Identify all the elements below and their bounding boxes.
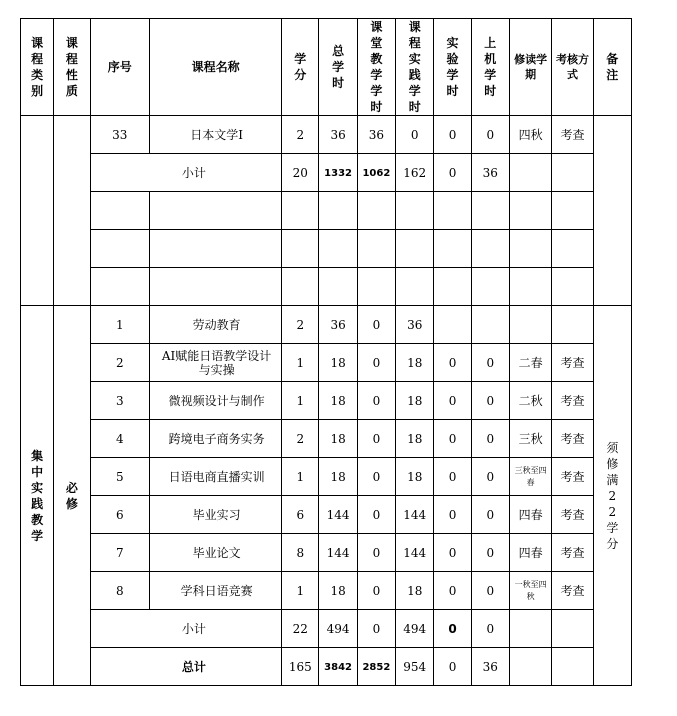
subtotal-practice: 494 [396,610,434,648]
row-semester: 四春 [509,534,551,572]
table-row [21,306,632,344]
row-credits: 2 [282,116,319,154]
row-course-name: 日本文学Ⅰ [150,116,282,154]
row-assessment: 考查 [552,382,593,420]
header-category: 课程类别 [21,19,54,116]
section2-remarks-cell [593,306,631,686]
row-seq: 8 [90,572,149,610]
subtotal-semester [509,154,551,192]
row-course-name: 劳动教育 [150,306,282,344]
header-nature: 课程性质 [54,19,90,116]
row-practice: 18 [396,420,434,458]
row-credits: 8 [282,534,319,572]
subtotal-computer: 0 [471,610,509,648]
row-semester: 四春 [509,496,551,534]
header-name: 课程名称 [150,19,282,116]
table-row [21,420,632,458]
subtotal-computer: 36 [471,154,509,192]
row-class: 0 [357,306,395,344]
header-row [21,19,632,116]
row-lab: 0 [434,382,471,420]
row-credits: 2 [282,420,319,458]
header-credits: 学分 [282,19,319,116]
row-total: 18 [319,458,357,496]
header-seq: 序号 [90,19,149,116]
subtotal-assessment [552,154,593,192]
row-credits: 1 [282,458,319,496]
row-credits: 6 [282,496,319,534]
subtotal-lab: 0 [434,610,471,648]
row-assessment: 考查 [552,572,593,610]
row-total: 144 [319,534,357,572]
row-seq: 1 [90,306,149,344]
row-computer [471,306,509,344]
row-seq: 2 [90,344,149,382]
grand-total-computer: 36 [471,648,509,686]
grand-total-total: 3842 [319,648,357,686]
table-row [21,496,632,534]
row-total: 36 [319,306,357,344]
subtotal-credits: 22 [282,610,319,648]
course-table [20,18,632,686]
table-row [21,572,632,610]
row-class: 0 [357,344,395,382]
subtotal-class: 1062 [357,154,395,192]
row-credits: 1 [282,572,319,610]
row-seq: 7 [90,534,149,572]
row-semester: 四秋 [509,116,551,154]
row-class: 0 [357,382,395,420]
row-total: 18 [319,572,357,610]
header-class-hours: 课堂教学学时 [357,19,395,116]
row-seq: 5 [90,458,149,496]
header-assessment: 考核方式 [552,19,593,116]
row-credits: 1 [282,344,319,382]
row-semester: 二秋 [509,382,551,420]
row-assessment: 考查 [552,420,593,458]
row-lab: 0 [434,458,471,496]
row-computer: 0 [471,344,509,382]
empty-row [21,230,632,268]
row-lab: 0 [434,116,471,154]
row-practice: 18 [396,344,434,382]
header-computer-hours: 上机学时 [471,19,509,116]
row-assessment: 考查 [552,344,593,382]
row-seq: 4 [90,420,149,458]
row-computer: 0 [471,420,509,458]
subtotal-row [21,154,632,192]
row-lab: 0 [434,344,471,382]
grand-total-credits: 165 [282,648,319,686]
row-computer: 0 [471,382,509,420]
row-practice: 144 [396,534,434,572]
row-practice: 18 [396,382,434,420]
header-semester: 修读学期 [509,19,551,116]
grand-total-assessment [552,648,593,686]
row-semester: 三秋 [509,420,551,458]
row-course-name: AI赋能日语教学设计与实操 [150,344,282,382]
row-computer: 0 [471,534,509,572]
row-class: 0 [357,458,395,496]
row-lab: 0 [434,534,471,572]
row-practice: 18 [396,572,434,610]
row-course-name: 跨境电子商务实务 [150,420,282,458]
row-class: 0 [357,572,395,610]
row-assessment: 考查 [552,116,593,154]
header-practice-hours: 课程实践学时 [396,19,434,116]
grand-total-semester [509,648,551,686]
row-seq: 33 [90,116,149,154]
subtotal-credits: 20 [282,154,319,192]
table-row [21,458,632,496]
section1-remarks-cell [593,116,631,306]
row-semester: 二春 [509,344,551,382]
row-assessment: 考查 [552,458,593,496]
row-lab: 0 [434,496,471,534]
row-assessment [552,306,593,344]
subtotal-total: 494 [319,610,357,648]
subtotal-practice: 162 [396,154,434,192]
row-course-name: 学科日语竞赛 [150,572,282,610]
row-total: 18 [319,382,357,420]
section1-nature-cell [54,116,90,306]
header-total-hours: 总学时 [319,19,357,116]
subtotal-class: 0 [357,610,395,648]
row-class: 0 [357,534,395,572]
subtotal-row [21,610,632,648]
grand-total-row [21,648,632,686]
row-computer: 0 [471,572,509,610]
header-lab-hours: 实验学时 [434,19,471,116]
remark-text: 须修满22学分 [606,440,619,551]
subtotal-lab: 0 [434,154,471,192]
row-lab: 0 [434,420,471,458]
row-credits: 1 [282,382,319,420]
row-lab: 0 [434,572,471,610]
section1-category-cell [21,116,54,306]
row-semester: 一秋至四秋 [509,572,551,610]
row-course-name: 毕业论文 [150,534,282,572]
row-practice: 144 [396,496,434,534]
row-assessment: 考查 [552,496,593,534]
grand-total-label: 总计 [90,648,282,686]
row-practice: 18 [396,458,434,496]
subtotal-semester [509,610,551,648]
subtotal-total: 1332 [319,154,357,192]
table-row [21,116,632,154]
table-row [21,344,632,382]
row-computer: 0 [471,116,509,154]
row-seq: 6 [90,496,149,534]
row-seq: 3 [90,382,149,420]
row-semester [509,306,551,344]
row-computer: 0 [471,496,509,534]
row-assessment: 考查 [552,534,593,572]
section2-nature-cell: 必修 [54,306,90,686]
grand-total-practice: 954 [396,648,434,686]
row-class: 0 [357,496,395,534]
row-semester: 三秋至四春 [509,458,551,496]
table-row [21,534,632,572]
row-total: 36 [319,116,357,154]
row-course-name: 毕业实习 [150,496,282,534]
empty-row [21,192,632,230]
grand-total-class: 2852 [357,648,395,686]
row-practice: 36 [396,306,434,344]
section2-category-cell: 集中实践教学 [21,306,54,686]
subtotal-label: 小计 [90,610,282,648]
row-class: 36 [357,116,395,154]
row-lab [434,306,471,344]
empty-row [21,268,632,306]
table-row [21,382,632,420]
row-total: 18 [319,344,357,382]
grand-total-lab: 0 [434,648,471,686]
row-total: 18 [319,420,357,458]
row-computer: 0 [471,458,509,496]
row-practice: 0 [396,116,434,154]
row-course-name: 日语电商直播实训 [150,458,282,496]
row-class: 0 [357,420,395,458]
row-total: 144 [319,496,357,534]
row-credits: 2 [282,306,319,344]
subtotal-assessment [552,610,593,648]
header-remarks: 备注 [593,19,631,116]
row-course-name: 微视频设计与制作 [150,382,282,420]
subtotal-label: 小计 [90,154,282,192]
